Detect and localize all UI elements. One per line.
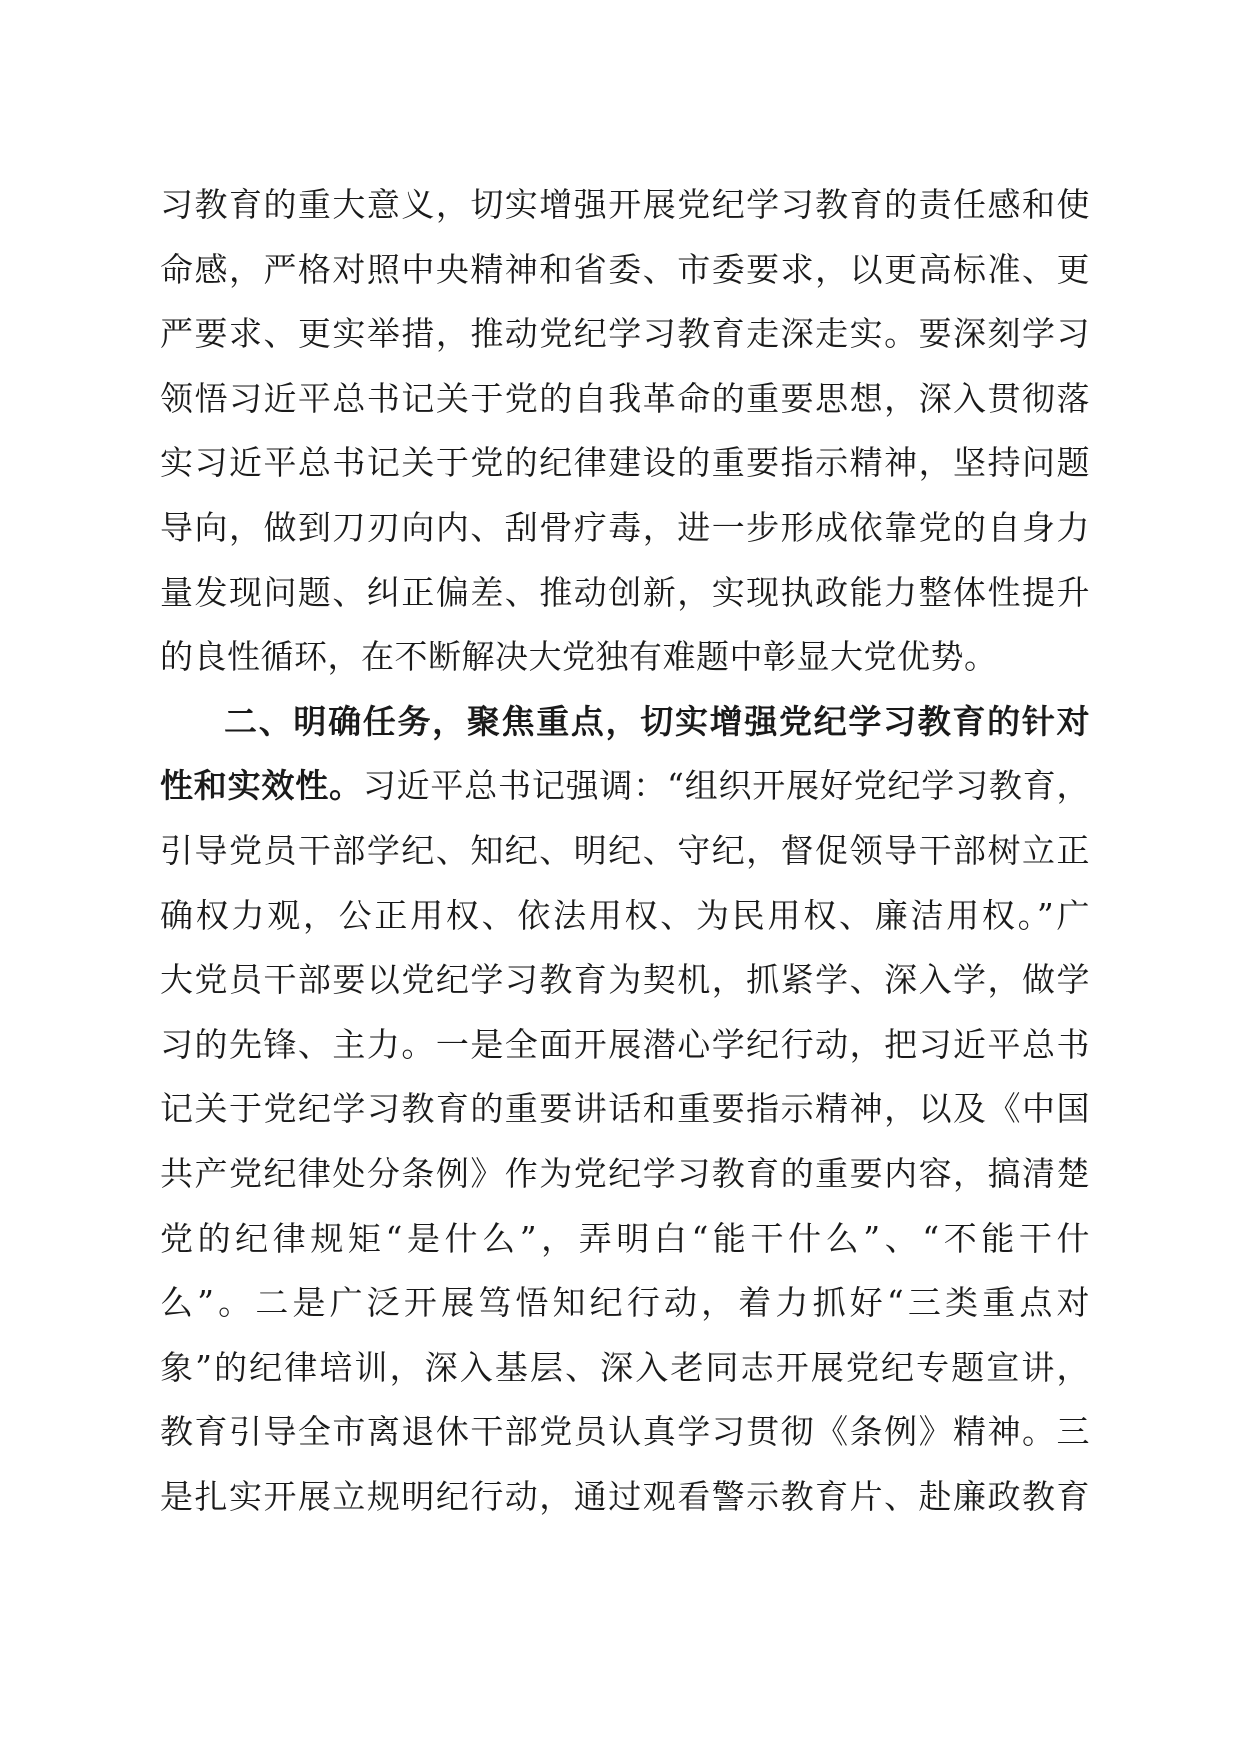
paragraph-line: 导向，做到刀刃向内、刮骨疗毒，进一步形成依靠党的自身力 bbox=[160, 507, 1090, 547]
paragraph-line: 引导党员干部学纪、知纪、明纪、守纪，督促领导干部树立正 bbox=[160, 830, 1090, 870]
paragraph-line: 习的先锋、主力。一是全面开展潜心学纪行动，把习近平总书 bbox=[160, 1024, 1090, 1064]
paragraph-line: 记关于党纪学习教育的重要讲话和重要指示精神，以及《中国 bbox=[160, 1089, 1090, 1129]
paragraph-line: 象”的纪律培训，深入基层、深入老同志开展党纪专题宣讲， bbox=[160, 1347, 1090, 1387]
section-heading: 二、明确任务，聚焦重点，切实增强党纪学习教育的针对 bbox=[224, 701, 1090, 741]
section-heading-bold: 性和实效性。 bbox=[160, 766, 363, 806]
paragraph-line: 习教育的重大意义，切实增强开展党纪学习教育的责任感和使 bbox=[160, 185, 1090, 224]
paragraph-line: 量发现问题、纠正偏差、推动创新，实现执政能力整体性提升 bbox=[160, 572, 1090, 612]
paragraph-line: 确权力观，公正用权、依法用权、为民用权、廉洁用权。”广 bbox=[160, 895, 1090, 935]
paragraph-line: 教育引导全市离退休干部党员认真学习贯彻《条例》精神。三 bbox=[160, 1412, 1090, 1452]
paragraph-line: 共产党纪律处分条例》作为党纪学习教育的重要内容，搞清楚 bbox=[160, 1153, 1090, 1193]
paragraph-line: 严要求、更实举措，推动党纪学习教育走深走实。要深刻学习 bbox=[160, 314, 1090, 354]
paragraph-line: 的良性循环，在不断解决大党独有难题中彰显大党优势。 bbox=[160, 637, 998, 677]
section-heading-continuation bbox=[160, 764, 1090, 829]
paragraph-line: 领悟习近平总书记关于党的自我革命的重要思想，深入贯彻落 bbox=[160, 378, 1090, 418]
paragraph-line: 么”。二是广泛开展笃悟知纪行动，着力抓好“三类重点对 bbox=[160, 1283, 1090, 1323]
body-text bbox=[160, 183, 1090, 1539]
paragraph-line: 实习近平总书记关于党的纪律建设的重要指示精神，坚持问题 bbox=[160, 443, 1090, 483]
paragraph-line: 党的纪律规矩“是什么”，弄明白“能干什么”、“不能干什 bbox=[160, 1218, 1090, 1258]
paragraph-line: 命感，严格对照中央精神和省委、市委要求，以更高标准、更 bbox=[160, 249, 1090, 289]
paragraph-line: 是扎实开展立规明纪行动，通过观看警示教育片、赴廉政教育 bbox=[160, 1476, 1090, 1516]
paragraph-line: 大党员干部要以党纪学习教育为契机，抓紧学、深入学，做学 bbox=[160, 960, 1090, 1000]
section-text: 习近平总书记强调：“组织开展好党纪学习教育， bbox=[362, 766, 1091, 806]
